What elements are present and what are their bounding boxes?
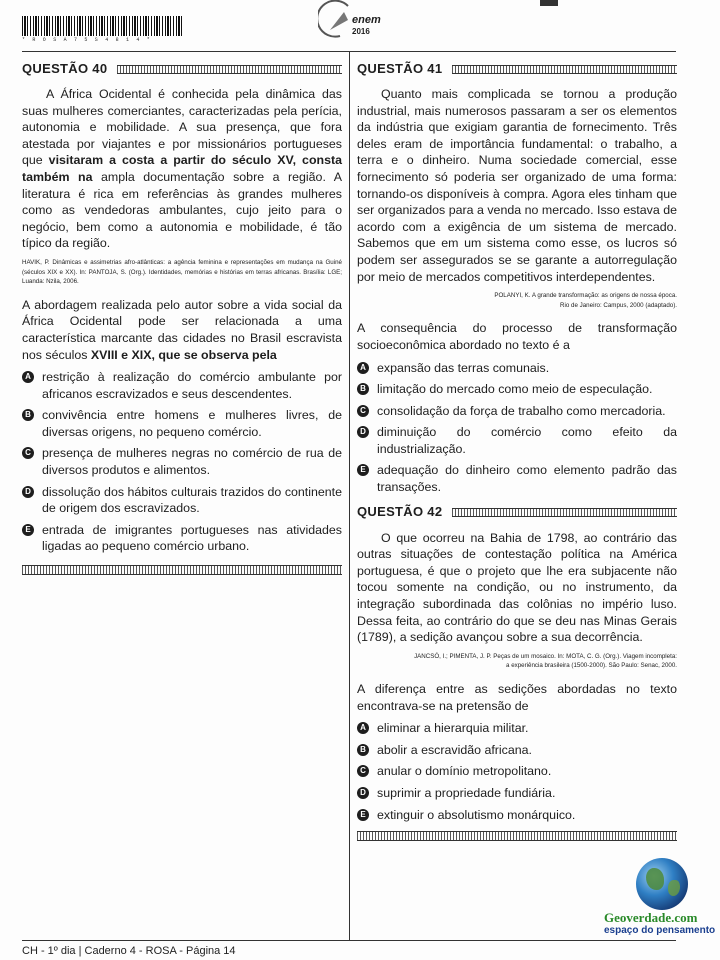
option-text: extinguir o absolutismo monárquico. — [377, 807, 576, 822]
header-stripe — [452, 65, 677, 74]
reference-line: a experiência brasileira (1500-2000). São Paulo: Senac, 2000. — [506, 662, 677, 670]
option-e[interactable] — [22, 522, 342, 555]
option-letter-c: C — [357, 405, 369, 417]
option-a[interactable] — [357, 360, 677, 377]
question-header — [357, 504, 677, 522]
column-divider — [349, 52, 350, 940]
option-text: eliminar a hierarquia militar. — [377, 721, 529, 736]
option-b[interactable] — [22, 407, 342, 440]
option-text: expansão das terras comunais. — [377, 360, 550, 375]
page-footer: CH - 1º dia | Caderno 4 - ROSA - Página 14 — [22, 945, 236, 957]
option-text: limitação do mercado como meio de especulação. — [377, 382, 653, 397]
option-c[interactable] — [22, 445, 342, 478]
logo-word: enem — [352, 14, 381, 26]
barcode-number: * R O S A 7 5 S 4 8 1 4 * — [22, 37, 153, 43]
option-letter-b: B — [22, 409, 34, 421]
reference-line: JANCSÓ, I.; PIMENTA, J. P. Peças de um mosaico. In: MOTA, C. G. (Org.). Viagem incompleta: — [414, 652, 677, 660]
globe-land-shape — [646, 868, 664, 890]
passage: O que ocorreu na Bahia de 1798, ao contrário das outras situações de contestação política na América portuguesa, é que o projeto que lhe era subjacente não tocou somente na condição, ou no instrumento, da integração subordinada das colônias no império luso. Dessa feita, ao contrário do que se deu nas Minas Gerais (1789), a sedição avançou sobre a sua decorrência. — [357, 530, 677, 645]
option-text: convivência entre homens e mulheres livres, de diversas origens, no pequeno comércio. — [42, 408, 342, 439]
option-b[interactable] — [357, 742, 677, 759]
option-d[interactable] — [22, 484, 342, 517]
question-stem — [22, 297, 342, 363]
header-stripe — [117, 65, 342, 74]
option-letter-b: B — [357, 383, 369, 395]
option-letter-a: A — [357, 362, 369, 374]
option-text: anular o domínio metropolitano. — [377, 764, 552, 779]
watermark-tagline: espaço do pensamento — [604, 925, 716, 936]
option-letter-d: D — [357, 426, 369, 438]
option-a[interactable] — [357, 720, 677, 737]
question-end-bar — [22, 565, 342, 575]
reference-line: POLANYI, K. A grande transformação: as origens de nossa época. — [494, 292, 677, 300]
option-d[interactable] — [357, 785, 677, 802]
option-letter-c: C — [22, 447, 34, 459]
question-title: QUESTÃO 40 — [22, 60, 108, 76]
watermark-site: Geoverdade.com — [604, 910, 698, 925]
option-letter-e: E — [357, 464, 369, 476]
option-text: presença de mulheres negras no comércio de rua de diversos produtos e alimentos. — [42, 446, 342, 478]
option-letter-d: D — [357, 787, 369, 799]
question-end-bar — [357, 831, 677, 841]
passage-bold-text: visitaram a costa a partir do século XV, consta também na — [22, 153, 342, 184]
passage-reference: HAVIK, P. Dinâmicas e assimetrias afro-atlânticas: a agência feminina e representações em mudança na Guiné (séculos XIX e XX). In: PANTOJA, S. (Org.). Identidades, memórias e histórias em terras africanas. Brasília: LGE; Luanda: Nzila, 2006. — [22, 258, 342, 286]
option-e[interactable] — [357, 807, 677, 824]
footer-rule — [22, 940, 676, 941]
option-text: abolir a escravidão africana. — [377, 742, 532, 757]
stem-bold-text: XVIII e XIX, que se observa pela — [90, 347, 277, 362]
option-text: adequação do dinheiro como elemento padrão das transações. — [377, 463, 677, 495]
option-text: suprimir a propriedade fundiária. — [377, 785, 556, 800]
option-text: entrada de imigrantes portugueses nas atividades ligadas ao pequeno comércio urbano. — [42, 522, 342, 554]
question-40 — [22, 60, 342, 575]
stem-text: A abordagem realizada pelo autor sobre a vida social da África Ocidental pode ser relacionada a uma característica marcante das cidades no Brasil escravista nos séculos — [22, 297, 342, 362]
barcode — [22, 16, 182, 36]
question-header — [357, 60, 677, 78]
question-42 — [357, 504, 677, 842]
option-text: diminuição do comércio como efeito da industrialização. — [377, 425, 677, 456]
question-title: QUESTÃO 41 — [357, 60, 443, 76]
question-stem: A diferença entre as sedições abordadas no texto encontrava-se na pretensão de — [357, 682, 677, 713]
question-41 — [357, 60, 677, 841]
question-header — [22, 60, 342, 78]
passage — [22, 86, 342, 252]
option-letter-a: A — [357, 722, 369, 734]
option-a[interactable] — [22, 369, 342, 402]
logo-year: 2016 — [352, 27, 370, 36]
option-letter-e: E — [357, 809, 369, 821]
option-b[interactable] — [357, 381, 677, 398]
passage-reference — [357, 291, 677, 310]
option-letter-c: C — [357, 765, 369, 777]
option-text: restrição à realização do comércio ambulante por africanos escravizados e seus descendentes. — [42, 370, 342, 401]
passage-text-end: ampla documentação sobre a região. A literatura é rica em referências às grandes mulheres como as vendedoras ambulantes, cujo jeito para o negócio, bem como a autonomia e mobilidade, é tão típico da região. — [22, 169, 342, 251]
option-letter-a: A — [22, 371, 34, 383]
header-stripe — [452, 508, 677, 517]
question-stem: A consequência do processo de transformação socioeconômica abordado no texto é a — [357, 321, 677, 352]
question-title: QUESTÃO 42 — [357, 504, 443, 520]
passage-text: A África Ocidental é conhecida pela dinâmica das suas mulheres comerciantes, caracterizadas pela perícia, autonomia e mobilidade. A sua presença, que fora atestada por viajantes e por missionários portugueses que — [22, 87, 342, 168]
reference-line: Rio de Janeiro: Campus, 2000 (adaptado). — [560, 301, 677, 309]
option-letter-e: E — [22, 524, 34, 536]
passage-reference — [357, 652, 677, 671]
option-letter-b: B — [357, 744, 369, 756]
option-c[interactable] — [357, 403, 677, 420]
option-text: dissolução dos hábitos culturais trazidos do continente de origem dos escravizados. — [42, 484, 342, 516]
option-text: consolidação da força de trabalho como mercadoria. — [377, 403, 666, 418]
option-d[interactable] — [357, 424, 677, 457]
corner-mark — [540, 0, 558, 6]
option-c[interactable] — [357, 763, 677, 780]
passage: Quanto mais complicada se tornou a produção industrial, mais numerosos passaram a ser os elementos da indústria que exigiam garantia de fornecimento. Três deles eram de importância fundamental: o trabalho, a terra e o dinheiro. Numa sociedade comercial, esse fornecimento só poderia ser organizado de uma forma: tornando-os disponíveis à compra. Agora eles tinham que ser organizados para a venda no mercado. Isso estava de acordo com a exigência de um sistema de mercado. Sabemos que em um sistema como esse, os lucros só podem ser assegurados se se garante a autorregulação por meio de mercados competitivos interdependentes. — [357, 87, 677, 284]
option-letter-d: D — [22, 486, 34, 498]
option-e[interactable] — [357, 462, 677, 495]
